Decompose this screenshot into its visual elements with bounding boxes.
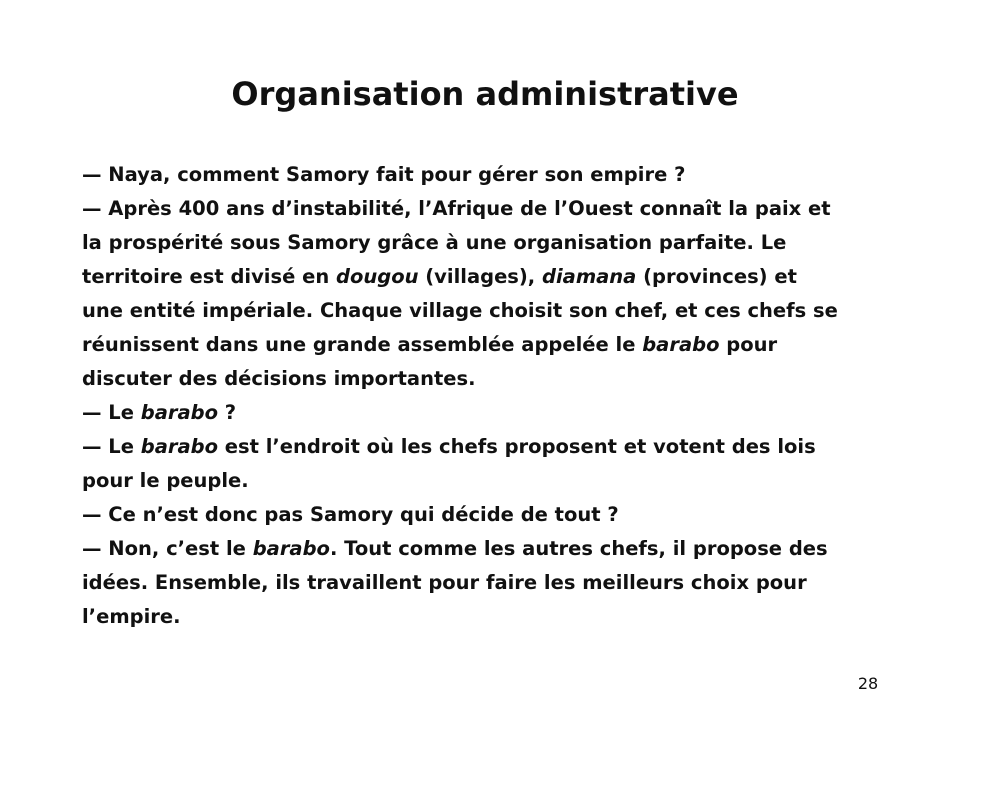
term-barabo: barabo <box>140 435 218 458</box>
text-line: idées. Ensemble, ils travaillent pour faire les meilleurs choix pour <box>82 571 807 594</box>
text-line: — Ce n’est donc pas Samory qui décide de tout ? <box>82 503 619 526</box>
text-line: réunissent dans une grande assemblée appelée le barabo pour <box>82 333 778 356</box>
text-line: — Après 400 ans d’instabilité, l’Afrique de l’Ouest connaît la paix et <box>82 197 831 220</box>
term-diamana: diamana <box>542 265 637 288</box>
page-title: Organisation administrative <box>231 75 739 113</box>
term-barabo: barabo <box>642 333 720 356</box>
text-line: — Non, c’est le barabo. Tout comme les autres chefs, il propose des <box>82 537 828 560</box>
text-line: une entité impériale. Chaque village choisit son chef, et ces chefs se <box>82 299 838 322</box>
dialogue-body <box>82 158 912 634</box>
text-line: pour le peuple. <box>82 469 249 492</box>
page-number: 28 <box>857 674 879 693</box>
term-dougou: dougou <box>336 265 419 288</box>
term-barabo: barabo <box>140 401 218 424</box>
text-line: — Le barabo est l’endroit où les chefs proposent et votent des lois <box>82 435 816 458</box>
text-line: — Le barabo ? <box>82 401 237 424</box>
text-line: territoire est divisé en dougou (villages), diamana (provinces) et <box>82 265 797 288</box>
text-line: — Naya, comment Samory fait pour gérer son empire ? <box>82 163 686 186</box>
text-line: l’empire. <box>82 605 181 628</box>
text-line: discuter des décisions importantes. <box>82 367 476 390</box>
term-barabo: barabo <box>252 537 330 560</box>
text-line: la prospérité sous Samory grâce à une organisation parfaite. Le <box>82 231 787 254</box>
